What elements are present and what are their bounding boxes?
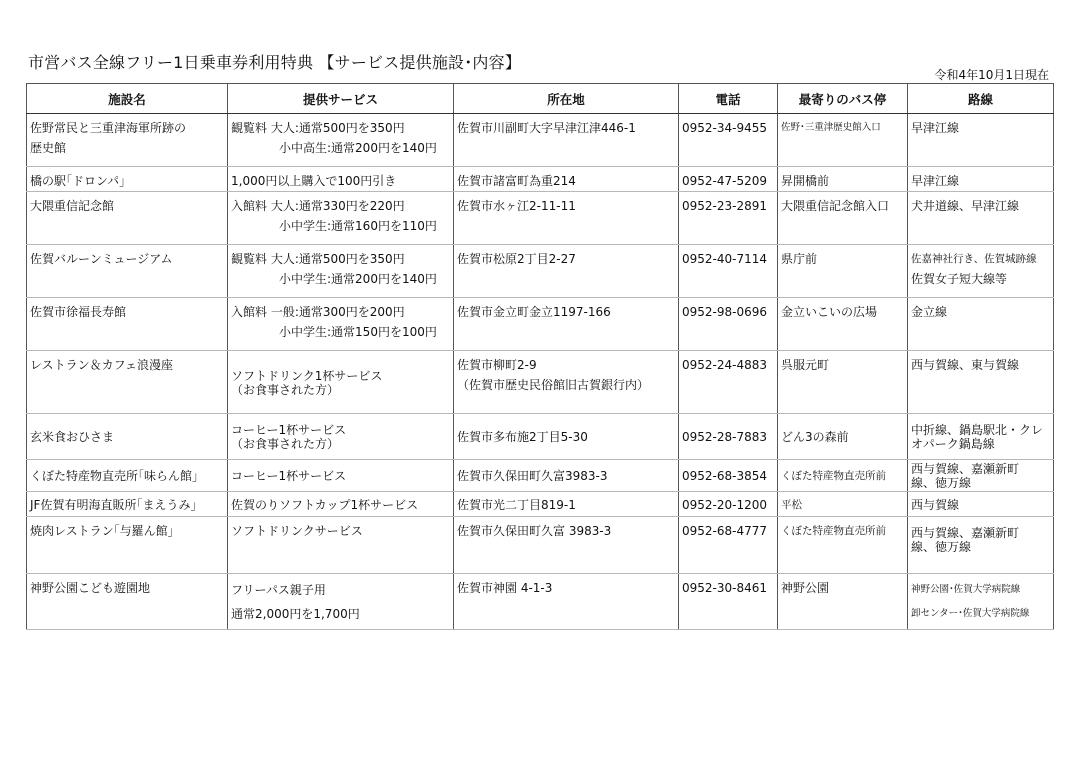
- service-cell: [228, 574, 454, 630]
- service-cell: [228, 414, 454, 460]
- service-text-line2: 通常2,000円を1,700円: [231, 607, 360, 621]
- route-text: 中折線、鍋島駅北・クレ: [911, 423, 1044, 437]
- service-cell: [228, 351, 454, 414]
- route-cell: 西与賀線、東与賀線: [908, 351, 1054, 414]
- route-cell: [908, 245, 1054, 298]
- route-text-line2: オパーク鍋島線: [911, 437, 995, 451]
- bus-stop-cell: 昇開橋前: [778, 167, 908, 192]
- service-text-line2: 小中学生:通常150円を100円: [279, 325, 437, 339]
- header-route: 路線: [908, 84, 1054, 114]
- route-text: 神野公園･佐賀大学病院線: [911, 584, 1021, 595]
- phone-cell: 0952-30-8461: [679, 574, 778, 630]
- route-cell: 犬井道線、早津江線: [908, 192, 1054, 245]
- route-text-line2: 線、徳万線: [911, 476, 972, 490]
- bus-stop-cell: 呉服元町: [778, 351, 908, 414]
- phone-cell: 0952-23-2891: [679, 192, 778, 245]
- table-row: [27, 492, 1054, 517]
- header-facility: 施設名: [27, 84, 228, 114]
- table-row: [27, 351, 1054, 414]
- facility-cell: 橋の駅｢ドロンパ｣: [27, 167, 228, 192]
- bus-stop-cell: 佐野･三重津歴史館入口: [778, 114, 908, 167]
- table-row: [27, 460, 1054, 492]
- bus-stop-cell: 金立いこいの広場: [778, 298, 908, 351]
- bus-stop-cell: くぼた特産物直売所前: [778, 517, 908, 574]
- bus-stop-cell: 大隈重信記念館入口: [778, 192, 908, 245]
- header-service: 提供サービス: [228, 84, 454, 114]
- page-title: 市営バス全線フリー1日乗車券利用特典 【サービス提供施設･内容】: [28, 53, 522, 72]
- route-text: 西与賀線、嘉瀬新町: [911, 462, 1020, 476]
- header-phone: 電話: [679, 84, 778, 114]
- table-row: [27, 245, 1054, 298]
- route-text-line2: 線、徳万線: [911, 540, 972, 554]
- facility-cell: 玄米食おひさま: [27, 414, 228, 460]
- address-cell: 佐賀市松原2丁目2-27: [454, 245, 679, 298]
- facility-cell: 焼肉レストラン｢与羅ん館｣: [27, 517, 228, 574]
- phone-cell: 0952-98-0696: [679, 298, 778, 351]
- route-cell: 西与賀線: [908, 492, 1054, 517]
- address-cell: 佐賀市神園 4-1-3: [454, 574, 679, 630]
- address-cell: 佐賀市久保田町久富3983-3: [454, 460, 679, 492]
- facility-name-line2: 歴史館: [30, 141, 67, 155]
- bus-stop-cell: 神野公園: [778, 574, 908, 630]
- facility-cell: [27, 114, 228, 167]
- service-text: 入館料 大人:通常330円を220円: [231, 199, 405, 213]
- service-text: 観覧料 大人:通常500円を350円: [231, 252, 405, 266]
- bus-stop-cell: 平松: [778, 492, 908, 517]
- address-cell: 佐賀市諸富町為重214: [454, 167, 679, 192]
- phone-cell: 0952-20-1200: [679, 492, 778, 517]
- facility-cell: 佐賀バルーンミュージアム: [27, 245, 228, 298]
- service-cell: ソフトドリンクサービス: [228, 517, 454, 574]
- facility-cell: JF佐賀有明海直販所｢まえうみ｣: [27, 492, 228, 517]
- route-cell: [908, 574, 1054, 630]
- address-cell: 佐賀市水ヶ江2-11-11: [454, 192, 679, 245]
- facility-table: [26, 83, 1054, 630]
- facility-cell: 大隈重信記念館: [27, 192, 228, 245]
- table-row: [27, 574, 1054, 630]
- service-cell: [228, 245, 454, 298]
- route-text: 西与賀線、嘉瀬新町: [911, 526, 1020, 540]
- address-cell: 佐賀市川副町大字早津江津446-1: [454, 114, 679, 167]
- address-cell: 佐賀市久保田町久富 3983-3: [454, 517, 679, 574]
- as-of-date: 令和4年10月1日現在: [934, 68, 1049, 82]
- table-row: [27, 167, 1054, 192]
- address-cell: 佐賀市光二丁目819-1: [454, 492, 679, 517]
- table-row: [27, 517, 1054, 574]
- service-text: フリーパス親子用: [231, 583, 326, 597]
- bus-stop-cell: どん3の森前: [778, 414, 908, 460]
- table-row: [27, 414, 1054, 460]
- address-cell: [454, 351, 679, 414]
- service-cell: 佐賀のりソフトカップ1杯サービス: [228, 492, 454, 517]
- route-cell: 金立線: [908, 298, 1054, 351]
- table-row: [27, 192, 1054, 245]
- route-cell: [908, 460, 1054, 492]
- service-text: ソフトドリンク1杯サービス: [231, 368, 383, 383]
- bus-stop-cell: くぼた特産物直売所前: [778, 460, 908, 492]
- service-cell: 1,000円以上購入で100円引き: [228, 167, 454, 192]
- service-text-line2: 小中学生:通常200円を140円: [279, 272, 437, 286]
- address-text-line2: （佐賀市歴史民俗館旧古賀銀行内）: [457, 378, 650, 392]
- facility-cell: 佐賀市徐福長寿館: [27, 298, 228, 351]
- service-text-line2: 小中高生:通常200円を140円: [279, 141, 437, 155]
- address-cell: 佐賀市金立町金立1197-166: [454, 298, 679, 351]
- service-text: コーヒー1杯サービス: [231, 423, 347, 437]
- header-address: 所在地: [454, 84, 679, 114]
- route-text: 佐嘉神社行き、佐賀城跡線: [911, 253, 1037, 265]
- service-cell: コーヒー1杯サービス: [228, 460, 454, 492]
- address-text: 佐賀市柳町2-9: [457, 358, 537, 372]
- route-cell: 早津江線: [908, 114, 1054, 167]
- address-cell: 佐賀市多布施2丁目5-30: [454, 414, 679, 460]
- route-cell: 早津江線: [908, 167, 1054, 192]
- phone-cell: 0952-47-5209: [679, 167, 778, 192]
- facility-name: 佐野常民と三重津海軍所跡の: [30, 121, 187, 135]
- phone-cell: 0952-68-4777: [679, 517, 778, 574]
- facility-cell: くぼた特産物直売所｢味らん館｣: [27, 460, 228, 492]
- service-text-line2: 小中学生:通常160円を110円: [279, 219, 437, 233]
- route-text-line2: 佐賀女子短大線等: [911, 272, 1008, 286]
- phone-cell: 0952-40-7114: [679, 245, 778, 298]
- service-cell: [228, 114, 454, 167]
- service-text: 入館料 一般:通常300円を200円: [231, 305, 405, 319]
- table-row: [27, 298, 1054, 351]
- phone-cell: 0952-28-7883: [679, 414, 778, 460]
- bus-stop-cell: 県庁前: [778, 245, 908, 298]
- service-cell: [228, 298, 454, 351]
- facility-cell: 神野公園こども遊園地: [27, 574, 228, 630]
- phone-cell: 0952-68-3854: [679, 460, 778, 492]
- table-header-row: [27, 84, 1054, 114]
- service-text: 観覧料 大人:通常500円を350円: [231, 121, 405, 135]
- route-cell: [908, 414, 1054, 460]
- service-text-line2: （お食事された方）: [231, 437, 340, 451]
- phone-cell: 0952-24-4883: [679, 351, 778, 414]
- service-cell: [228, 192, 454, 245]
- service-text-line2: （お食事された方）: [231, 382, 340, 397]
- route-cell: [908, 517, 1054, 574]
- header-bus-stop: 最寄りのバス停: [778, 84, 908, 114]
- phone-cell: 0952-34-9455: [679, 114, 778, 167]
- table-row: [27, 114, 1054, 167]
- facility-cell: レストラン＆カフェ浪漫座: [27, 351, 228, 414]
- route-text-line2: 卸センター･佐賀大学病院線: [911, 608, 1030, 619]
